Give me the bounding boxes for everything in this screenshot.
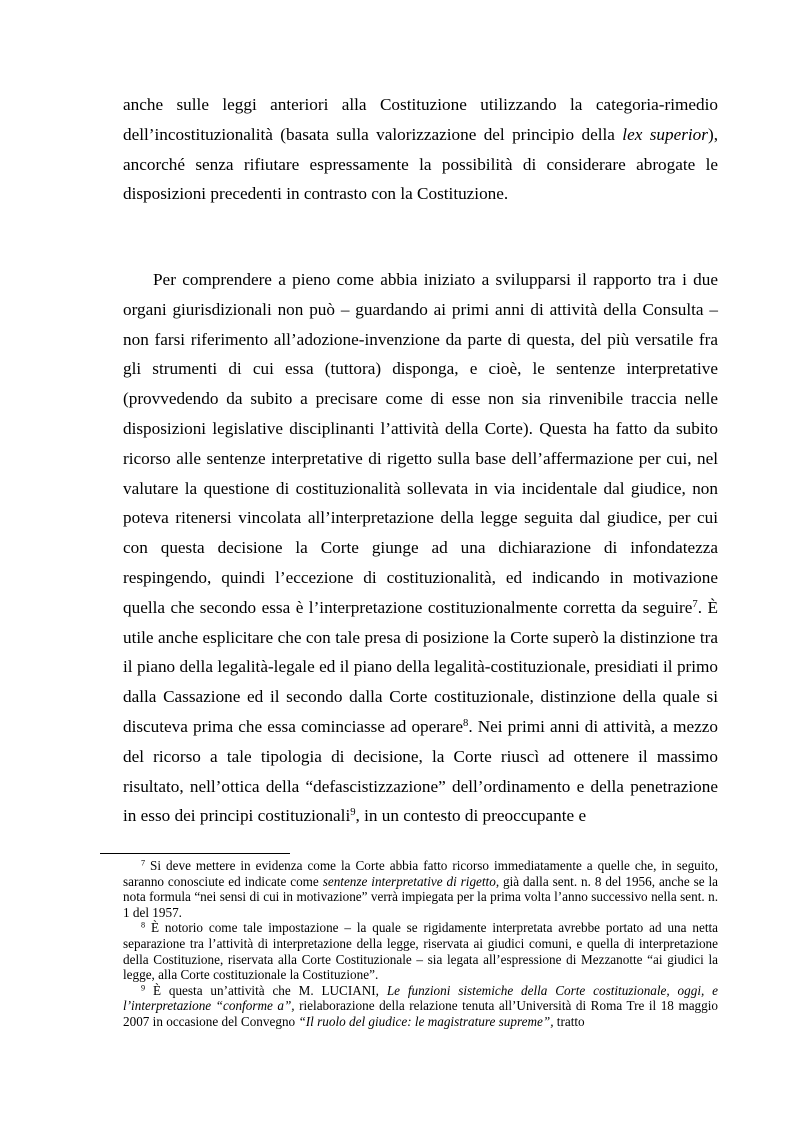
body-paragraph-1 [123, 90, 718, 209]
paragraph-text: . È utile anche esplicitare che con tale presa di posizione la Corte superò la distinzione tra il piano della legalità-legale ed il piano della legalità-costituzionale, presidiati il primo dalla Cassazione ed il secondo dalla Corte costituzionale, distinzione della quale si discuteva prima che essa cominciasse ad operare [123, 597, 719, 736]
footnote-italic: “Il ruolo del giudice: le magistrature supreme”, [298, 1013, 554, 1029]
footnote-7 [123, 858, 718, 920]
footnote-italic: sentenze interpretative di rigetto [322, 873, 496, 889]
footnote-8 [123, 920, 718, 982]
footnote-9 [123, 983, 718, 1030]
footnote-number: 8 [141, 920, 146, 930]
footnote-ref-7[interactable]: 7 [692, 598, 698, 610]
footnote-text: È questa un’attività che M. LUCIANI, [145, 982, 387, 998]
italic-term: lex superior [622, 124, 708, 144]
footnote-text: tratto [553, 1013, 585, 1029]
footnote-ref-9[interactable]: 9 [350, 807, 356, 819]
paragraph-text: . Nei primi anni di attività, a mezzo del ricorso a tale tipologia di decisione, la Corte riuscì ad ottenere il massimo risultato, nell’ottica della “defascistizzazione” dell’ordinamento e della penetrazione in esso dei principi costituzionali [123, 716, 718, 826]
footnote-italic: Le funzioni sistemiche della Corte costituzionale, oggi, e l’interpretazione “conforme a”, [123, 982, 718, 1014]
footnote-number: 7 [141, 858, 146, 868]
paragraph-text: ), ancorché senza rifiutare espressamente la possibilità di considerare abrogate le disposizioni precedenti in contrasto con la Costituzione. [123, 124, 718, 204]
footnote-text: È notorio come tale impostazione – la quale se rigidamente interpretata avrebbe portato ad una netta separazione tra l’attività di interpretazione della legge, riservata ai giudici comuni, e quella di interpretazione della Costituzione, riservata alla Corte Costituzionale – sia legata all’espressione di Mezzanotte “ai giudici la legge, alla Corte costituzionale la Costituzione”. [123, 920, 718, 983]
footnote-number: 9 [141, 983, 146, 993]
footnote-ref-8[interactable]: 8 [462, 718, 469, 730]
paragraph-text: anche sulle leggi anteriori alla Costituzione utilizzando la categoria-rimedio dell’incostituzionalità (basata sulla valorizzazione del principio della [123, 95, 718, 144]
paragraph-text: Per comprendere a pieno come abbia iniziato a svilupparsi il rapporto tra i due organi giurisdizionali non può – guardando ai primi anni di attività della Consulta – non farsi riferimento all’adozione-invenzione da parte di questa, del più versatile fra gli strumenti di cui essa (tuttora) disponga, e cioè, le sentenze interpretative (provvedendo da subito a precisare come di esse non sia rinvenibile traccia nelle disposizioni legislative disciplinanti l’attività della Corte). Questa ha fatto da subito ricorso alle sentenze interpretative di rigetto sulla base dell’affermazione per cui, nel valutare la questione di costituzionalità sollevata in via incidentale dal giudice, non poteva ritenersi vincolata all’interpretazione della legge seguita dal giudice, per cui con questa decisione la Corte giunge ad una dichiarazione di infondatezza respingendo, quindi l’eccezione di costituzionalità, ed indicando in motivazione quella che secondo essa è l’interpretazione costituzionalmente corretta da seguire [123, 270, 718, 617]
footnote-text: Si deve mettere in evidenza come la Corte abbia fatto ricorso immediatamente a quelle che, in seguito, saranno conosciute ed indicate come [123, 858, 718, 889]
footnote-text: rielaborazione della relazione tenuta all’Università di Roma Tre il 18 maggio 2007 in occasione del Convegno [123, 998, 718, 1029]
body-paragraph-2 [123, 265, 718, 831]
footnote-separator [100, 853, 290, 854]
footnote-text: , già dalla sent. n. 8 del 1956, anche se la nota formula “nei sensi di cui in motivazione” verrà impiegata per la prima volta l’anno successivo nella sent. n. 1 del 1957. [123, 873, 719, 920]
paragraph-text: , in un contesto di preoccupante e [355, 806, 587, 826]
footnotes [123, 858, 718, 1030]
